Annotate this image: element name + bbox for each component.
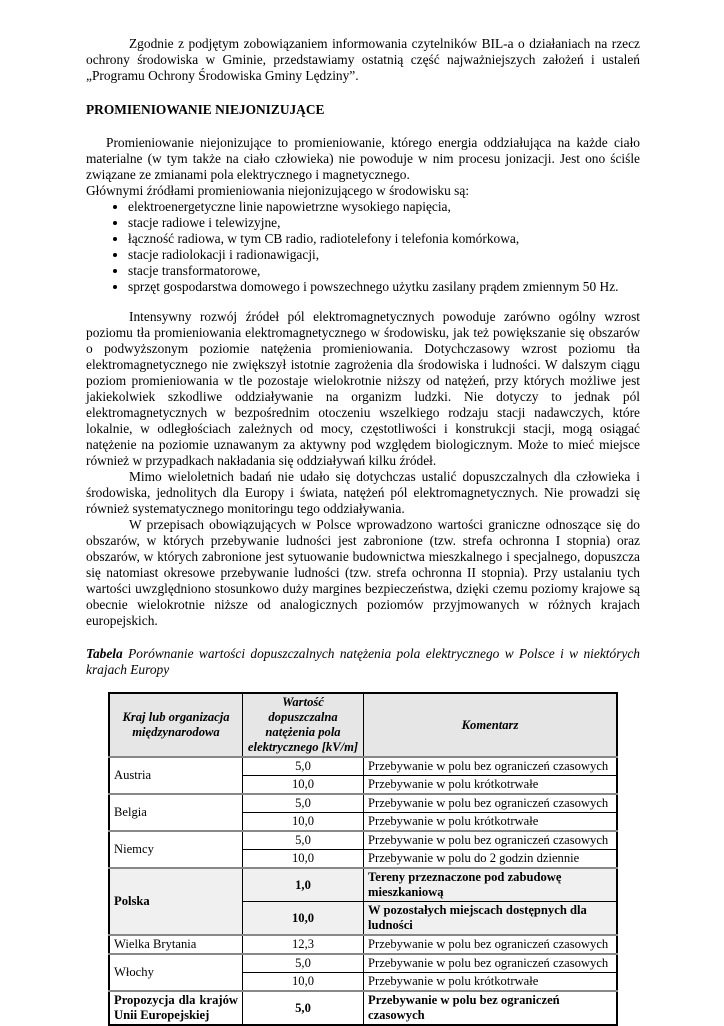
caption-text: Porównanie wartości dopuszczalnych natężenia pola elektrycznego w Polsce i w niektórych krajach Europy [86, 646, 640, 677]
table-row [109, 794, 617, 813]
list-item: • stacje transformatorowe, [128, 263, 640, 279]
cell-country: Niemcy [109, 831, 243, 868]
cell-value: 10,0 [243, 850, 364, 869]
table-caption [86, 646, 640, 678]
cell-comment: Przebywanie w polu bez ograniczeń czasowych [364, 954, 618, 973]
cell-value: 5,0 [243, 831, 364, 850]
cell-country: Belgia [109, 794, 243, 831]
limits-table [108, 692, 618, 1026]
list-item: • stacje radiolokacji i radionawigacji, [128, 247, 640, 263]
cell-value: 10,0 [243, 776, 364, 795]
table-row [109, 868, 617, 902]
paragraph-development: Intensywny rozwój źródeł pól elektromagnetycznych powoduje zarówno ogólny wzrost poziomu tła promieniowania elektromagnetycznego w środowisku, jak też powiększanie się obszarów o podwyższonym poziomie natężenia promieniowania. Dotychczasowy wzrost poziomu tła elektromagnetycznego nie zwiększył istotnie zagrożenia dla środowiska i ludności. W dalszym ciągu poziom promieniowania w tle pozostaje wielokrotnie niższy od natężeń, przy których możliwe jest jakiekolwiek szkodliwe oddziaływanie na organizm ludzki. Nie dotyczy to jednak pól elektromagnetycznych w bezpośrednim otoczeniu wszelkiego rodzaju stacji nadawczych, które lokalnie, w odległościach zależnych od mocy, częstotliwości i konstrukcji stacji, mogą osiągać natężenie na poziomie uznawanym za aktywny pod względem biologicznym. Może to mieć miejsce również w przypadkach nakładania się oddziaływań kilku źródeł. [86, 309, 640, 468]
table-row [109, 831, 617, 850]
cell-country: Propozycja dla krajów Unii Europejskiej [109, 991, 243, 1025]
cell-value: 5,0 [243, 757, 364, 776]
cell-country: Austria [109, 757, 243, 794]
cell-comment: W pozostałych miejscach dostępnych dla ludności [364, 902, 618, 936]
section-heading: PROMIENIOWANIE NIEJONIZUJĄCE [86, 102, 325, 117]
caption-label: Tabela [86, 646, 123, 661]
cell-value: 5,0 [243, 954, 364, 973]
list-item: • łączność radiowa, w tym CB radio, radiotelefony i telefonia komórkowa, [128, 231, 640, 247]
cell-country: Polska [109, 868, 243, 935]
paragraph-regulations: W przepisach obowiązujących w Polsce wprowadzono wartości graniczne odnoszące się do obszarów, w których przebywanie ludności jest zabronione (tzw. strefa ochronna I stopnia) oraz obszarów, w których zabronione jest sytuowanie budownictwa mieszkalnego i specjalnego, dopuszcza się natomiast okresowe przebywanie ludności (tzw. strefa ochronna II stopnia). Przy ustalaniu tych wartości uwzględniono stosunkowo duży margines bezpieczeństwa, dzięki czemu poziomy krajowe są obecnie wielokrotnie niższe od analogicznych poziomów przyjmowanych w różnych krajach europejskich. [86, 517, 640, 628]
cell-value: 10,0 [243, 813, 364, 832]
cell-comment: Przebywanie w polu krótkotrwałe [364, 776, 618, 795]
paragraph-sources-intro: Głównymi źródłami promieniowania niejonizującego w środowisku są: [86, 183, 470, 198]
list-item: • sprzęt gospodarstwa domowego i powszechnego użytku zasilany prądem zmiennym 50 Hz. [128, 279, 640, 295]
intro-paragraph: Zgodnie z podjętym zobowiązaniem informowania czytelników BIL-a o działaniach na rzecz ochrony środowiska w Gminie, przedstawiamy ostatnią część najważniejszych założeń i ustaleń „Programu Ochrony Środowiska Gminy Lędziny”. [86, 36, 640, 83]
header-comment: Komentarz [364, 693, 618, 757]
cell-country: Włochy [109, 954, 243, 991]
cell-comment: Przebywanie w polu bez ograniczeń czasowych [364, 794, 618, 813]
header-value: Wartość dopuszczalna natężenia pola elektrycznego [kV/m] [243, 693, 364, 757]
list-item: • elektroenergetyczne linie napowietrzne wysokiego napięcia, [128, 199, 640, 215]
cell-value: 5,0 [243, 991, 364, 1025]
cell-comment: Przebywanie w polu bez ograniczeń czasowych [364, 757, 618, 776]
cell-value: 10,0 [243, 902, 364, 936]
paragraph-definition: Promieniowanie niejonizujące to promieniowanie, którego energia oddziałująca na każde ciało materialne (w tym także na ciało człowieka) nie powoduje w nim procesu jonizacji. Jest ono ściśle związane ze zmianami pola elektrycznego i magnetycznego. [86, 135, 640, 182]
cell-comment: Przebywanie w polu krótkotrwałe [364, 973, 618, 992]
cell-value: 10,0 [243, 973, 364, 992]
cell-comment: Przebywanie w polu bez ograniczeń czasowych [364, 935, 618, 954]
table-row [109, 935, 617, 954]
cell-value: 12,3 [243, 935, 364, 954]
cell-comment: Przebywanie w polu do 2 godzin dziennie [364, 850, 618, 869]
list-item: • stacje radiowe i telewizyjne, [128, 215, 640, 231]
cell-comment: Przebywanie w polu krótkotrwałe [364, 813, 618, 832]
cell-comment: Tereny przeznaczone pod zabudowę mieszkaniową [364, 868, 618, 902]
cell-value: 1,0 [243, 868, 364, 902]
paragraph-research: Mimo wieloletnich badań nie udało się dotychczas ustalić dopuszczalnych dla człowieka i środowiska, jednolitych dla Europy i świata, natężeń pól elektromagnetycznych. Nie prowadzi się również systematycznego monitoringu tego oddziaływania. [86, 469, 640, 516]
cell-value: 5,0 [243, 794, 364, 813]
sources-list [86, 199, 640, 295]
table-row [109, 991, 617, 1025]
table-header-row [109, 693, 617, 757]
cell-country: Wielka Brytania [109, 935, 243, 954]
table-row [109, 757, 617, 776]
cell-comment: Przebywanie w polu bez ograniczeń czasowych [364, 831, 618, 850]
header-country: Kraj lub organizacja międzynarodowa [109, 693, 243, 757]
table-row [109, 954, 617, 973]
cell-comment: Przebywanie w polu bez ograniczeń czasowych [364, 991, 618, 1025]
